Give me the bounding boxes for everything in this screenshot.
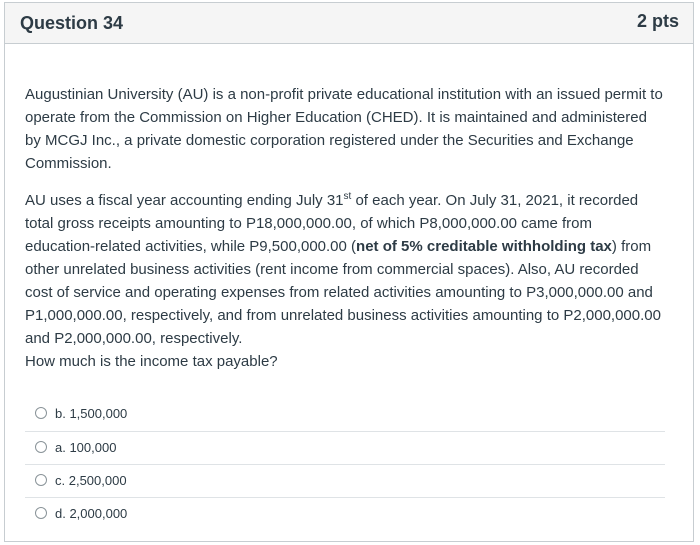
ordinal-suffix: st	[343, 191, 352, 202]
answer-option[interactable]	[25, 431, 665, 464]
question-card	[4, 2, 694, 542]
radio-button[interactable]	[35, 474, 47, 486]
radio-button[interactable]	[35, 407, 47, 419]
answer-label[interactable]: b. 1,500,000	[55, 406, 128, 421]
paragraph-2-part-c: ) from other unrelated business activities (rent income from commercial spaces). Also, AU recorded cost of service and operating expenses from related activities amounting to P3,000,000.00 and P1,000,000.00, respectively, and from unrelated business activities amounting to P2,000,000.00 and P2,000,000.00, respectively.	[25, 238, 661, 347]
answer-list	[25, 398, 665, 530]
question-points: 2 pts	[636, 11, 679, 31]
answer-option[interactable]	[25, 464, 665, 497]
radio-button[interactable]	[35, 507, 47, 519]
answer-label[interactable]: a. 100,000	[55, 440, 117, 455]
answer-option[interactable]	[25, 398, 665, 431]
paragraph-2-part-b: of each year. On July 31, 2021, it recorded total gross receipts amounting to P18,000,000.00, of which P8,000,000.00 came from education-related activities, while P9,500,000.00 (	[25, 192, 639, 255]
question-paragraph-2	[25, 189, 665, 350]
question-paragraph-1: Augustinian University (AU) is a non-profit private educational institution with an issued permit to operate from the Commission on Higher Education (CHED). It is maintained and administered by MCGJ Inc., a private domestic corporation registered under the Securities and Exchange Commission.	[25, 86, 663, 172]
paragraph-2-bold: net of 5% creditable withholding tax	[356, 238, 612, 255]
answer-label[interactable]: c. 2,500,000	[55, 473, 127, 488]
question-prompt: How much is the income tax payable?	[25, 353, 278, 370]
radio-button[interactable]	[35, 441, 47, 453]
answer-option[interactable]	[25, 497, 665, 530]
paragraph-2-part-a: AU uses a fiscal year accounting ending July 31	[25, 192, 344, 209]
question-title: Question 34	[20, 13, 124, 33]
answer-label[interactable]: d. 2,000,000	[55, 506, 128, 521]
question-header	[5, 3, 693, 44]
